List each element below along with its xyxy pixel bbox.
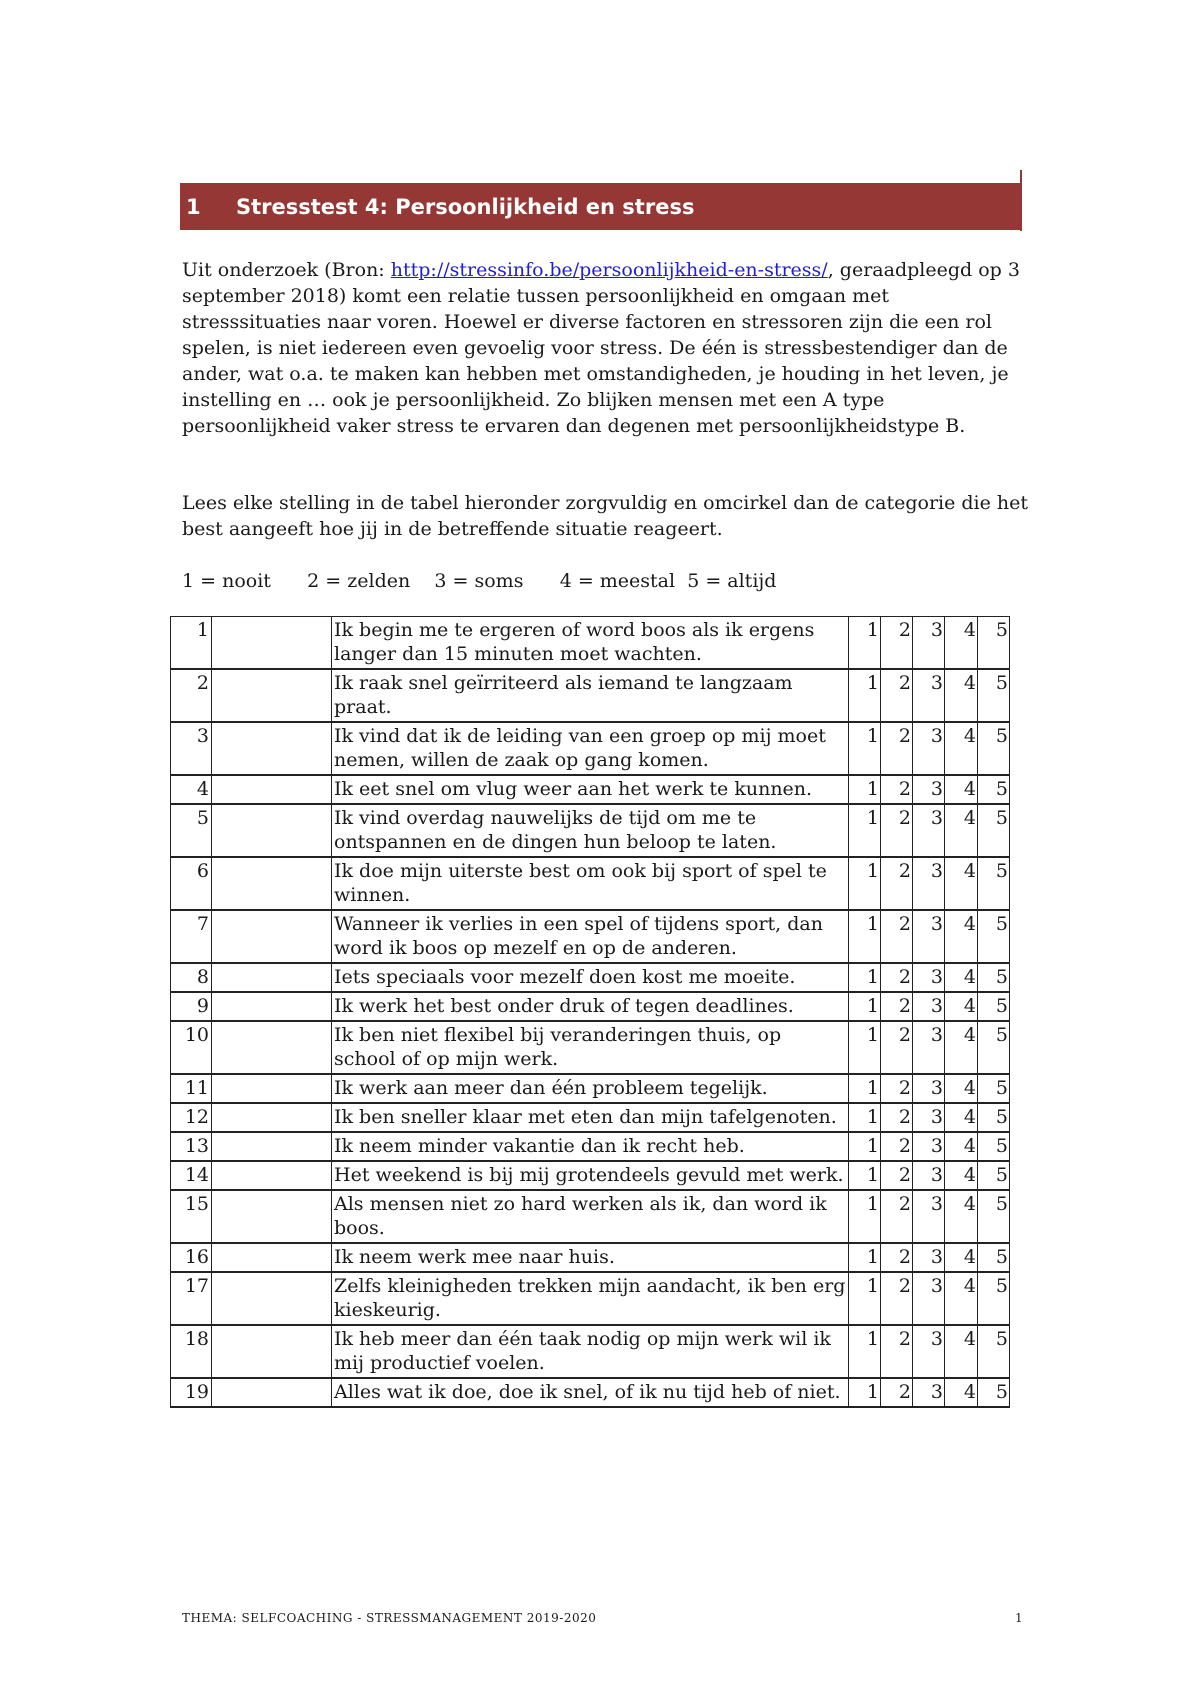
- statement-row: [171, 857, 1010, 910]
- questionnaire-table: [170, 616, 1010, 1408]
- statement-text: Ik heb meer dan één taak nodig op mijn werk wil ik mij productief voelen.: [332, 1325, 849, 1378]
- spacer-cell: [212, 1190, 332, 1243]
- rating-option-4[interactable]: 4: [945, 857, 978, 910]
- rating-option-3[interactable]: 3: [913, 1021, 945, 1074]
- statement-text: Ik neem werk mee naar huis.: [332, 1243, 849, 1272]
- statement-row: [171, 1378, 1010, 1407]
- statement-number-cell: [171, 1161, 212, 1190]
- rating-option-1[interactable]: 1: [849, 963, 881, 992]
- section-title: Stresstest 4: Persoonlijkheid en stress: [236, 194, 695, 219]
- spacer-cell: [212, 992, 332, 1021]
- rating-option-4[interactable]: 4: [945, 1272, 978, 1325]
- rating-option-3[interactable]: 3: [913, 1132, 945, 1161]
- rating-option-1[interactable]: 1: [849, 1103, 881, 1132]
- statement-number-cell: [171, 1272, 212, 1325]
- rating-option-5[interactable]: 5: [978, 669, 1010, 722]
- rating-option-3[interactable]: 3: [913, 857, 945, 910]
- spacer-cell: [212, 910, 332, 963]
- rating-option-5[interactable]: 5: [978, 1132, 1010, 1161]
- statement-text: Het weekend is bij mij grotendeels gevuld met werk.: [332, 1161, 849, 1190]
- rating-option-2[interactable]: 2: [881, 1378, 913, 1407]
- rating-option-1[interactable]: 1: [849, 1190, 881, 1243]
- statement-number: 17: [184, 1275, 209, 1297]
- rating-option-3[interactable]: 3: [913, 1103, 945, 1132]
- statement-number: 13: [184, 1135, 209, 1157]
- rating-option-1[interactable]: 1: [849, 1243, 881, 1272]
- rating-option-5[interactable]: 5: [978, 963, 1010, 992]
- rating-option-4[interactable]: 4: [945, 804, 978, 857]
- rating-option-2[interactable]: 2: [881, 775, 913, 804]
- rating-option-1[interactable]: 1: [849, 910, 881, 963]
- statement-row: [171, 1074, 1010, 1103]
- rating-option-3[interactable]: 3: [913, 804, 945, 857]
- statement-row: [171, 1272, 1010, 1325]
- statement-number: 5: [196, 807, 209, 829]
- rating-option-5[interactable]: 5: [978, 775, 1010, 804]
- rating-option-5[interactable]: 5: [978, 1103, 1010, 1132]
- rating-option-5[interactable]: 5: [978, 857, 1010, 910]
- statement-number-cell: [171, 722, 212, 775]
- statement-number-cell: [171, 1021, 212, 1074]
- statement-number: 15: [184, 1193, 209, 1215]
- spacer-cell: [212, 1021, 332, 1074]
- rating-option-2[interactable]: 2: [881, 1243, 913, 1272]
- statement-text: Ik neem minder vakantie dan ik recht heb.: [332, 1132, 849, 1161]
- rating-option-3[interactable]: 3: [913, 722, 945, 775]
- rating-option-4[interactable]: 4: [945, 722, 978, 775]
- rating-option-4[interactable]: 4: [945, 1243, 978, 1272]
- statement-number: 11: [184, 1077, 209, 1099]
- statement-number-cell: [171, 1378, 212, 1407]
- statement-number-cell: [171, 1325, 212, 1378]
- rating-option-2[interactable]: 2: [881, 963, 913, 992]
- statement-row: [171, 1103, 1010, 1132]
- rating-option-5[interactable]: 5: [978, 910, 1010, 963]
- statement-number: 9: [196, 995, 209, 1017]
- statement-number-cell: [171, 857, 212, 910]
- footer-theme: THEMA: SELFCOACHING - STRESSMANAGEMENT 2019-2020: [182, 1611, 597, 1625]
- statement-number: 10: [184, 1024, 209, 1046]
- rating-option-3[interactable]: 3: [913, 963, 945, 992]
- statement-number: 18: [184, 1328, 209, 1350]
- statement-text: Iets speciaals voor mezelf doen kost me moeite.: [332, 963, 849, 992]
- rating-option-3[interactable]: 3: [913, 1190, 945, 1243]
- rating-option-4[interactable]: 4: [945, 1103, 978, 1132]
- statement-number: 6: [196, 860, 209, 882]
- source-link[interactable]: http://stressinfo.be/persoonlijkheid-en-stress/: [390, 259, 828, 281]
- statement-text: Ik begin me te ergeren of word boos als ik ergens langer dan 15 minuten moet wachten.: [332, 617, 849, 670]
- rating-option-2[interactable]: 2: [881, 910, 913, 963]
- statement-number: 19: [184, 1381, 209, 1403]
- statement-text: Wanneer ik verlies in een spel of tijdens sport, dan word ik boos op mezelf en op de anderen.: [332, 910, 849, 963]
- statement-number-cell: [171, 1190, 212, 1243]
- rating-option-3[interactable]: 3: [913, 1378, 945, 1407]
- statement-number-cell: [171, 1074, 212, 1103]
- spacer-cell: [212, 1161, 332, 1190]
- statement-number: 8: [196, 966, 209, 988]
- spacer-cell: [212, 804, 332, 857]
- statement-text: Ik ben sneller klaar met eten dan mijn tafelgenoten.: [332, 1103, 849, 1132]
- rating-option-3[interactable]: 3: [913, 775, 945, 804]
- rating-option-4[interactable]: 4: [945, 963, 978, 992]
- spacer-cell: [212, 1272, 332, 1325]
- rating-option-1[interactable]: 1: [849, 1161, 881, 1190]
- statement-number-cell: [171, 775, 212, 804]
- statement-row: [171, 669, 1010, 722]
- rating-option-5[interactable]: 5: [978, 804, 1010, 857]
- statement-number: 1: [196, 619, 209, 641]
- rating-option-1[interactable]: 1: [849, 1074, 881, 1103]
- rating-option-2[interactable]: 2: [881, 804, 913, 857]
- statement-text: Ik vind overdag nauwelijks de tijd om me te ontspannen en de dingen hun beloop te laten.: [332, 804, 849, 857]
- rating-option-3[interactable]: 3: [913, 669, 945, 722]
- rating-option-4[interactable]: 4: [945, 1132, 978, 1161]
- rating-option-1[interactable]: 1: [849, 1325, 881, 1378]
- scale-2: 2 = zelden: [307, 570, 411, 592]
- rating-option-4[interactable]: 4: [945, 617, 978, 670]
- rating-option-4[interactable]: 4: [945, 992, 978, 1021]
- statement-text: Ik eet snel om vlug weer aan het werk te kunnen.: [332, 775, 849, 804]
- statement-row: [171, 992, 1010, 1021]
- rating-option-1[interactable]: 1: [849, 722, 881, 775]
- spacer-cell: [212, 722, 332, 775]
- rating-option-5[interactable]: 5: [978, 1074, 1010, 1103]
- spacer-cell: [212, 1378, 332, 1407]
- page-number: 1: [1015, 1611, 1023, 1625]
- statement-number-cell: [171, 910, 212, 963]
- rating-option-2[interactable]: 2: [881, 1103, 913, 1132]
- rating-option-1[interactable]: 1: [849, 1378, 881, 1407]
- rating-option-1[interactable]: 1: [849, 669, 881, 722]
- rating-option-4[interactable]: 4: [945, 1021, 978, 1074]
- statement-text: Ik werk het best onder druk of tegen deadlines.: [332, 992, 849, 1021]
- scale-3: 3 = soms: [434, 570, 524, 592]
- rating-option-3[interactable]: 3: [913, 992, 945, 1021]
- rating-option-1[interactable]: 1: [849, 775, 881, 804]
- spacer-cell: [212, 1132, 332, 1161]
- statement-row: [171, 1325, 1010, 1378]
- statement-text: Alles wat ik doe, doe ik snel, of ik nu tijd heb of niet.: [332, 1378, 849, 1407]
- scale-1: 1 = nooit: [182, 570, 271, 592]
- statement-text: Ik raak snel geïrriteerd als iemand te langzaam praat.: [332, 669, 849, 722]
- spacer-cell: [212, 1103, 332, 1132]
- statement-number-cell: [171, 617, 212, 670]
- rating-option-2[interactable]: 2: [881, 857, 913, 910]
- statement-number-cell: [171, 804, 212, 857]
- statement-number-cell: [171, 963, 212, 992]
- statement-row: [171, 617, 1010, 670]
- statement-text: Als mensen niet zo hard werken als ik, dan word ik boos.: [332, 1190, 849, 1243]
- statement-text: Ik ben niet flexibel bij veranderingen thuis, op school of op mijn werk.: [332, 1021, 849, 1074]
- rating-option-4[interactable]: 4: [945, 1074, 978, 1103]
- answer-scale: [182, 568, 776, 594]
- statement-text: Ik doe mijn uiterste best om ook bij sport of spel te winnen.: [332, 857, 849, 910]
- statement-number: 16: [184, 1246, 209, 1268]
- statement-row: [171, 722, 1010, 775]
- spacer-cell: [212, 857, 332, 910]
- rating-option-2[interactable]: 2: [881, 1325, 913, 1378]
- statement-text: Ik vind dat ik de leiding van een groep op mij moet nemen, willen de zaak op gang komen.: [332, 722, 849, 775]
- rating-option-3[interactable]: 3: [913, 1161, 945, 1190]
- rating-option-4[interactable]: 4: [945, 1325, 978, 1378]
- statement-number: 4: [196, 778, 209, 800]
- statement-number: 3: [196, 725, 209, 747]
- spacer-cell: [212, 1243, 332, 1272]
- statement-number-cell: [171, 1132, 212, 1161]
- rating-option-1[interactable]: 1: [849, 1021, 881, 1074]
- rating-option-5[interactable]: 5: [978, 722, 1010, 775]
- spacer-cell: [212, 963, 332, 992]
- section-number: 1: [186, 194, 201, 219]
- rating-option-2[interactable]: 2: [881, 722, 913, 775]
- rating-option-3[interactable]: 3: [913, 1074, 945, 1103]
- intro-paragraph: [182, 257, 1032, 439]
- statement-row: [171, 1190, 1010, 1243]
- statement-row: [171, 1021, 1010, 1074]
- rating-option-1[interactable]: 1: [849, 857, 881, 910]
- rating-option-1[interactable]: 1: [849, 804, 881, 857]
- rating-option-4[interactable]: 4: [945, 669, 978, 722]
- rating-option-3[interactable]: 3: [913, 1272, 945, 1325]
- statement-row: [171, 1132, 1010, 1161]
- spacer-cell: [212, 775, 332, 804]
- statement-row: [171, 775, 1010, 804]
- rating-option-5[interactable]: 5: [978, 992, 1010, 1021]
- instruction-paragraph: Lees elke stelling in de tabel hieronder zorgvuldig en omcirkel dan de categorie die het best aangeeft hoe jij in de betreffende situatie reageert.: [182, 492, 1029, 540]
- statement-row: [171, 1161, 1010, 1190]
- rating-option-4[interactable]: 4: [945, 1378, 978, 1407]
- scale-4: 4 = meestal: [559, 570, 676, 592]
- rating-option-4[interactable]: 4: [945, 1161, 978, 1190]
- rating-option-4[interactable]: 4: [945, 775, 978, 804]
- rating-option-5[interactable]: 5: [978, 1243, 1010, 1272]
- rating-option-2[interactable]: 2: [881, 1021, 913, 1074]
- rating-option-5[interactable]: 5: [978, 1161, 1010, 1190]
- header-accent-bar: [1020, 170, 1022, 231]
- section-header: [180, 183, 1020, 230]
- rating-option-4[interactable]: 4: [945, 1190, 978, 1243]
- rating-option-1[interactable]: 1: [849, 992, 881, 1021]
- rating-option-2[interactable]: 2: [881, 1161, 913, 1190]
- rating-option-2[interactable]: 2: [881, 1132, 913, 1161]
- rating-option-3[interactable]: 3: [913, 1325, 945, 1378]
- statement-row: [171, 910, 1010, 963]
- rating-option-5[interactable]: 5: [978, 1325, 1010, 1378]
- statement-number-cell: [171, 669, 212, 722]
- statement-number: 7: [196, 913, 209, 935]
- spacer-cell: [212, 669, 332, 722]
- intro-text: , geraadpleegd op 3 september 2018) komt een relatie tussen persoonlijkheid en omgaan met stresssituaties naar voren. Hoewel er diverse factoren en stressoren zijn die een rol spelen, is niet iedereen even gevoelig voor stress. De één is stressbestendiger dan de ander, wat o.a. te maken kan hebben met omstandigheden, je houding in het leven, je instelling en … ook je persoonlijkheid. Zo blijken mensen met een A type persoonlijkheid vaker stress te ervaren dan degenen met persoonlijkheidstype B.: [182, 259, 1020, 437]
- statement-text: Ik werk aan meer dan één probleem tegelijk.: [332, 1074, 849, 1103]
- rating-option-3[interactable]: 3: [913, 910, 945, 963]
- rating-option-5[interactable]: 5: [978, 1378, 1010, 1407]
- rating-option-5[interactable]: 5: [978, 1272, 1010, 1325]
- rating-option-3[interactable]: 3: [913, 1243, 945, 1272]
- rating-option-2[interactable]: 2: [881, 1272, 913, 1325]
- rating-option-5[interactable]: 5: [978, 1021, 1010, 1074]
- statement-number-cell: [171, 1243, 212, 1272]
- rating-option-1[interactable]: 1: [849, 1272, 881, 1325]
- rating-option-2[interactable]: 2: [881, 617, 913, 670]
- statement-number: 2: [196, 672, 209, 694]
- rating-option-2[interactable]: 2: [881, 1190, 913, 1243]
- rating-option-5[interactable]: 5: [978, 1190, 1010, 1243]
- intro-prefix: Uit onderzoek (Bron:: [182, 259, 391, 281]
- spacer-cell: [212, 617, 332, 670]
- statement-number-cell: [171, 1103, 212, 1132]
- rating-option-2[interactable]: 2: [881, 1074, 913, 1103]
- spacer-cell: [212, 1325, 332, 1378]
- rating-option-2[interactable]: 2: [881, 992, 913, 1021]
- statement-text: Zelfs kleinigheden trekken mijn aandacht, ik ben erg kieskeurig.: [332, 1272, 849, 1325]
- scale-5: 5 = altijd: [687, 570, 777, 592]
- rating-option-4[interactable]: 4: [945, 910, 978, 963]
- statement-row: [171, 963, 1010, 992]
- rating-option-1[interactable]: 1: [849, 1132, 881, 1161]
- statement-number: 14: [184, 1164, 209, 1186]
- rating-option-5[interactable]: 5: [978, 617, 1010, 670]
- rating-option-3[interactable]: 3: [913, 617, 945, 670]
- spacer-cell: [212, 1074, 332, 1103]
- rating-option-1[interactable]: 1: [849, 617, 881, 670]
- statement-row: [171, 1243, 1010, 1272]
- rating-option-2[interactable]: 2: [881, 669, 913, 722]
- statement-number-cell: [171, 992, 212, 1021]
- statement-number: 12: [184, 1106, 209, 1128]
- statement-row: [171, 804, 1010, 857]
